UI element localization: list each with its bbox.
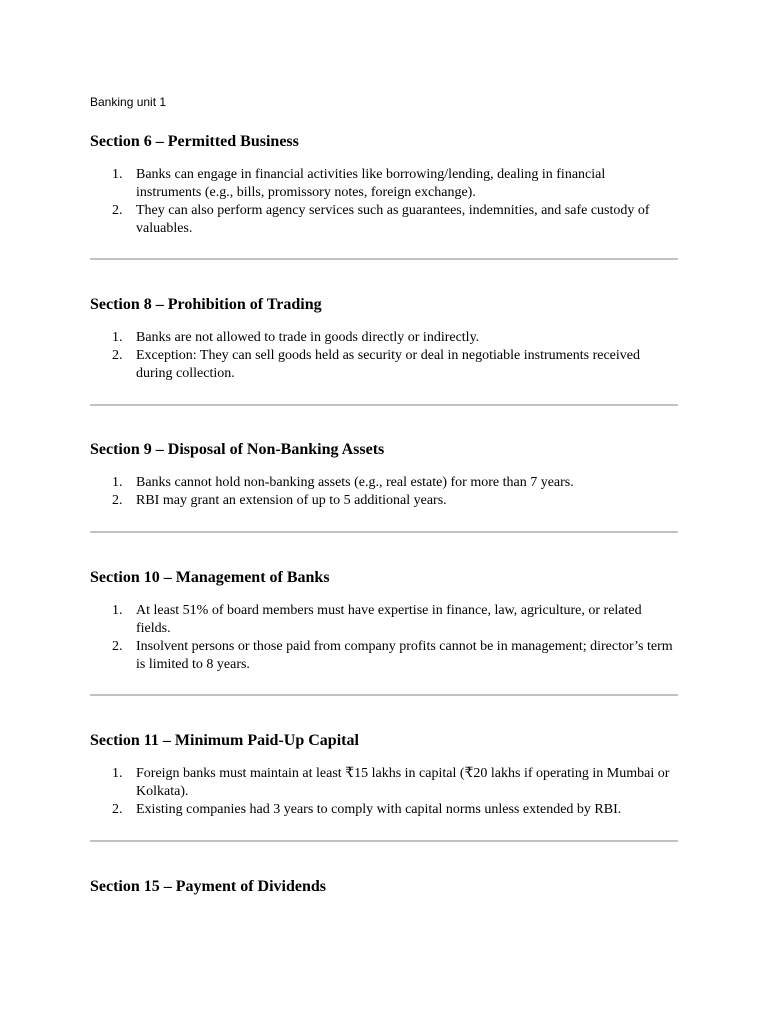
numbered-list <box>90 765 678 819</box>
section-divider <box>90 531 678 533</box>
section-title: Section 6 – Permitted Business <box>90 133 299 150</box>
list-item <box>90 202 678 238</box>
list-item <box>90 602 678 638</box>
list-item-text: Insolvent persons or those paid from company profits cannot be in management; director’s term is limited to 8 years. <box>136 639 673 672</box>
section-11 <box>90 731 678 819</box>
section-title: Section 11 – Minimum Paid-Up Capital <box>90 732 359 749</box>
section-title: Section 15 – Payment of Dividends <box>90 878 326 895</box>
list-item <box>90 638 678 674</box>
list-item <box>90 329 678 347</box>
section-8 <box>90 295 678 383</box>
list-item <box>90 801 678 819</box>
list-item <box>90 492 678 510</box>
list-item-text: Exception: They can sell goods held as security or deal in negotiable instruments received during collection. <box>136 348 640 381</box>
list-item <box>90 765 678 801</box>
section-6 <box>90 132 678 238</box>
section-divider <box>90 840 678 842</box>
list-number: 2. <box>112 639 123 654</box>
list-item-text: Foreign banks must maintain at least ₹15 lakhs in capital (₹20 lakhs if operating in Mumbai or Kolkata). <box>136 766 670 799</box>
section-10 <box>90 568 678 674</box>
list-number: 1. <box>112 330 123 345</box>
section-divider <box>90 694 678 696</box>
list-item-text: Banks cannot hold non-banking assets (e.g., real estate) for more than 7 years. <box>136 475 574 490</box>
list-number: 1. <box>112 766 123 781</box>
numbered-list <box>90 602 678 674</box>
list-item-text: At least 51% of board members must have expertise in finance, law, agriculture, or related fields. <box>136 603 642 636</box>
section-title: Section 8 – Prohibition of Trading <box>90 296 322 313</box>
section-9 <box>90 440 678 510</box>
list-number: 2. <box>112 493 123 508</box>
list-item-text: Banks are not allowed to trade in goods directly or indirectly. <box>136 330 480 345</box>
section-divider <box>90 404 678 406</box>
numbered-list <box>90 329 678 383</box>
list-item <box>90 166 678 202</box>
list-number: 2. <box>112 203 123 218</box>
section-15 <box>90 877 678 897</box>
section-title: Section 10 – Management of Banks <box>90 569 330 586</box>
section-divider <box>90 258 678 260</box>
list-number: 1. <box>112 167 123 182</box>
page-header: Banking unit 1 <box>90 95 167 109</box>
list-number: 2. <box>112 348 123 363</box>
list-number: 1. <box>112 603 123 618</box>
list-item-text: Banks can engage in financial activities like borrowing/lending, dealing in financial instruments (e.g., bills, promissory notes, foreign exchange). <box>136 167 606 200</box>
list-item-text: They can also perform agency services such as guarantees, indemnities, and safe custody of valuables. <box>136 203 650 236</box>
section-title: Section 9 – Disposal of Non-Banking Assets <box>90 441 385 458</box>
list-item <box>90 347 678 383</box>
numbered-list <box>90 474 678 510</box>
list-item-text: Existing companies had 3 years to comply with capital norms unless extended by RBI. <box>136 802 622 817</box>
list-item <box>90 474 678 492</box>
list-item-text: RBI may grant an extension of up to 5 additional years. <box>136 493 447 508</box>
list-number: 1. <box>112 475 123 490</box>
list-number: 2. <box>112 802 123 817</box>
numbered-list <box>90 166 678 238</box>
